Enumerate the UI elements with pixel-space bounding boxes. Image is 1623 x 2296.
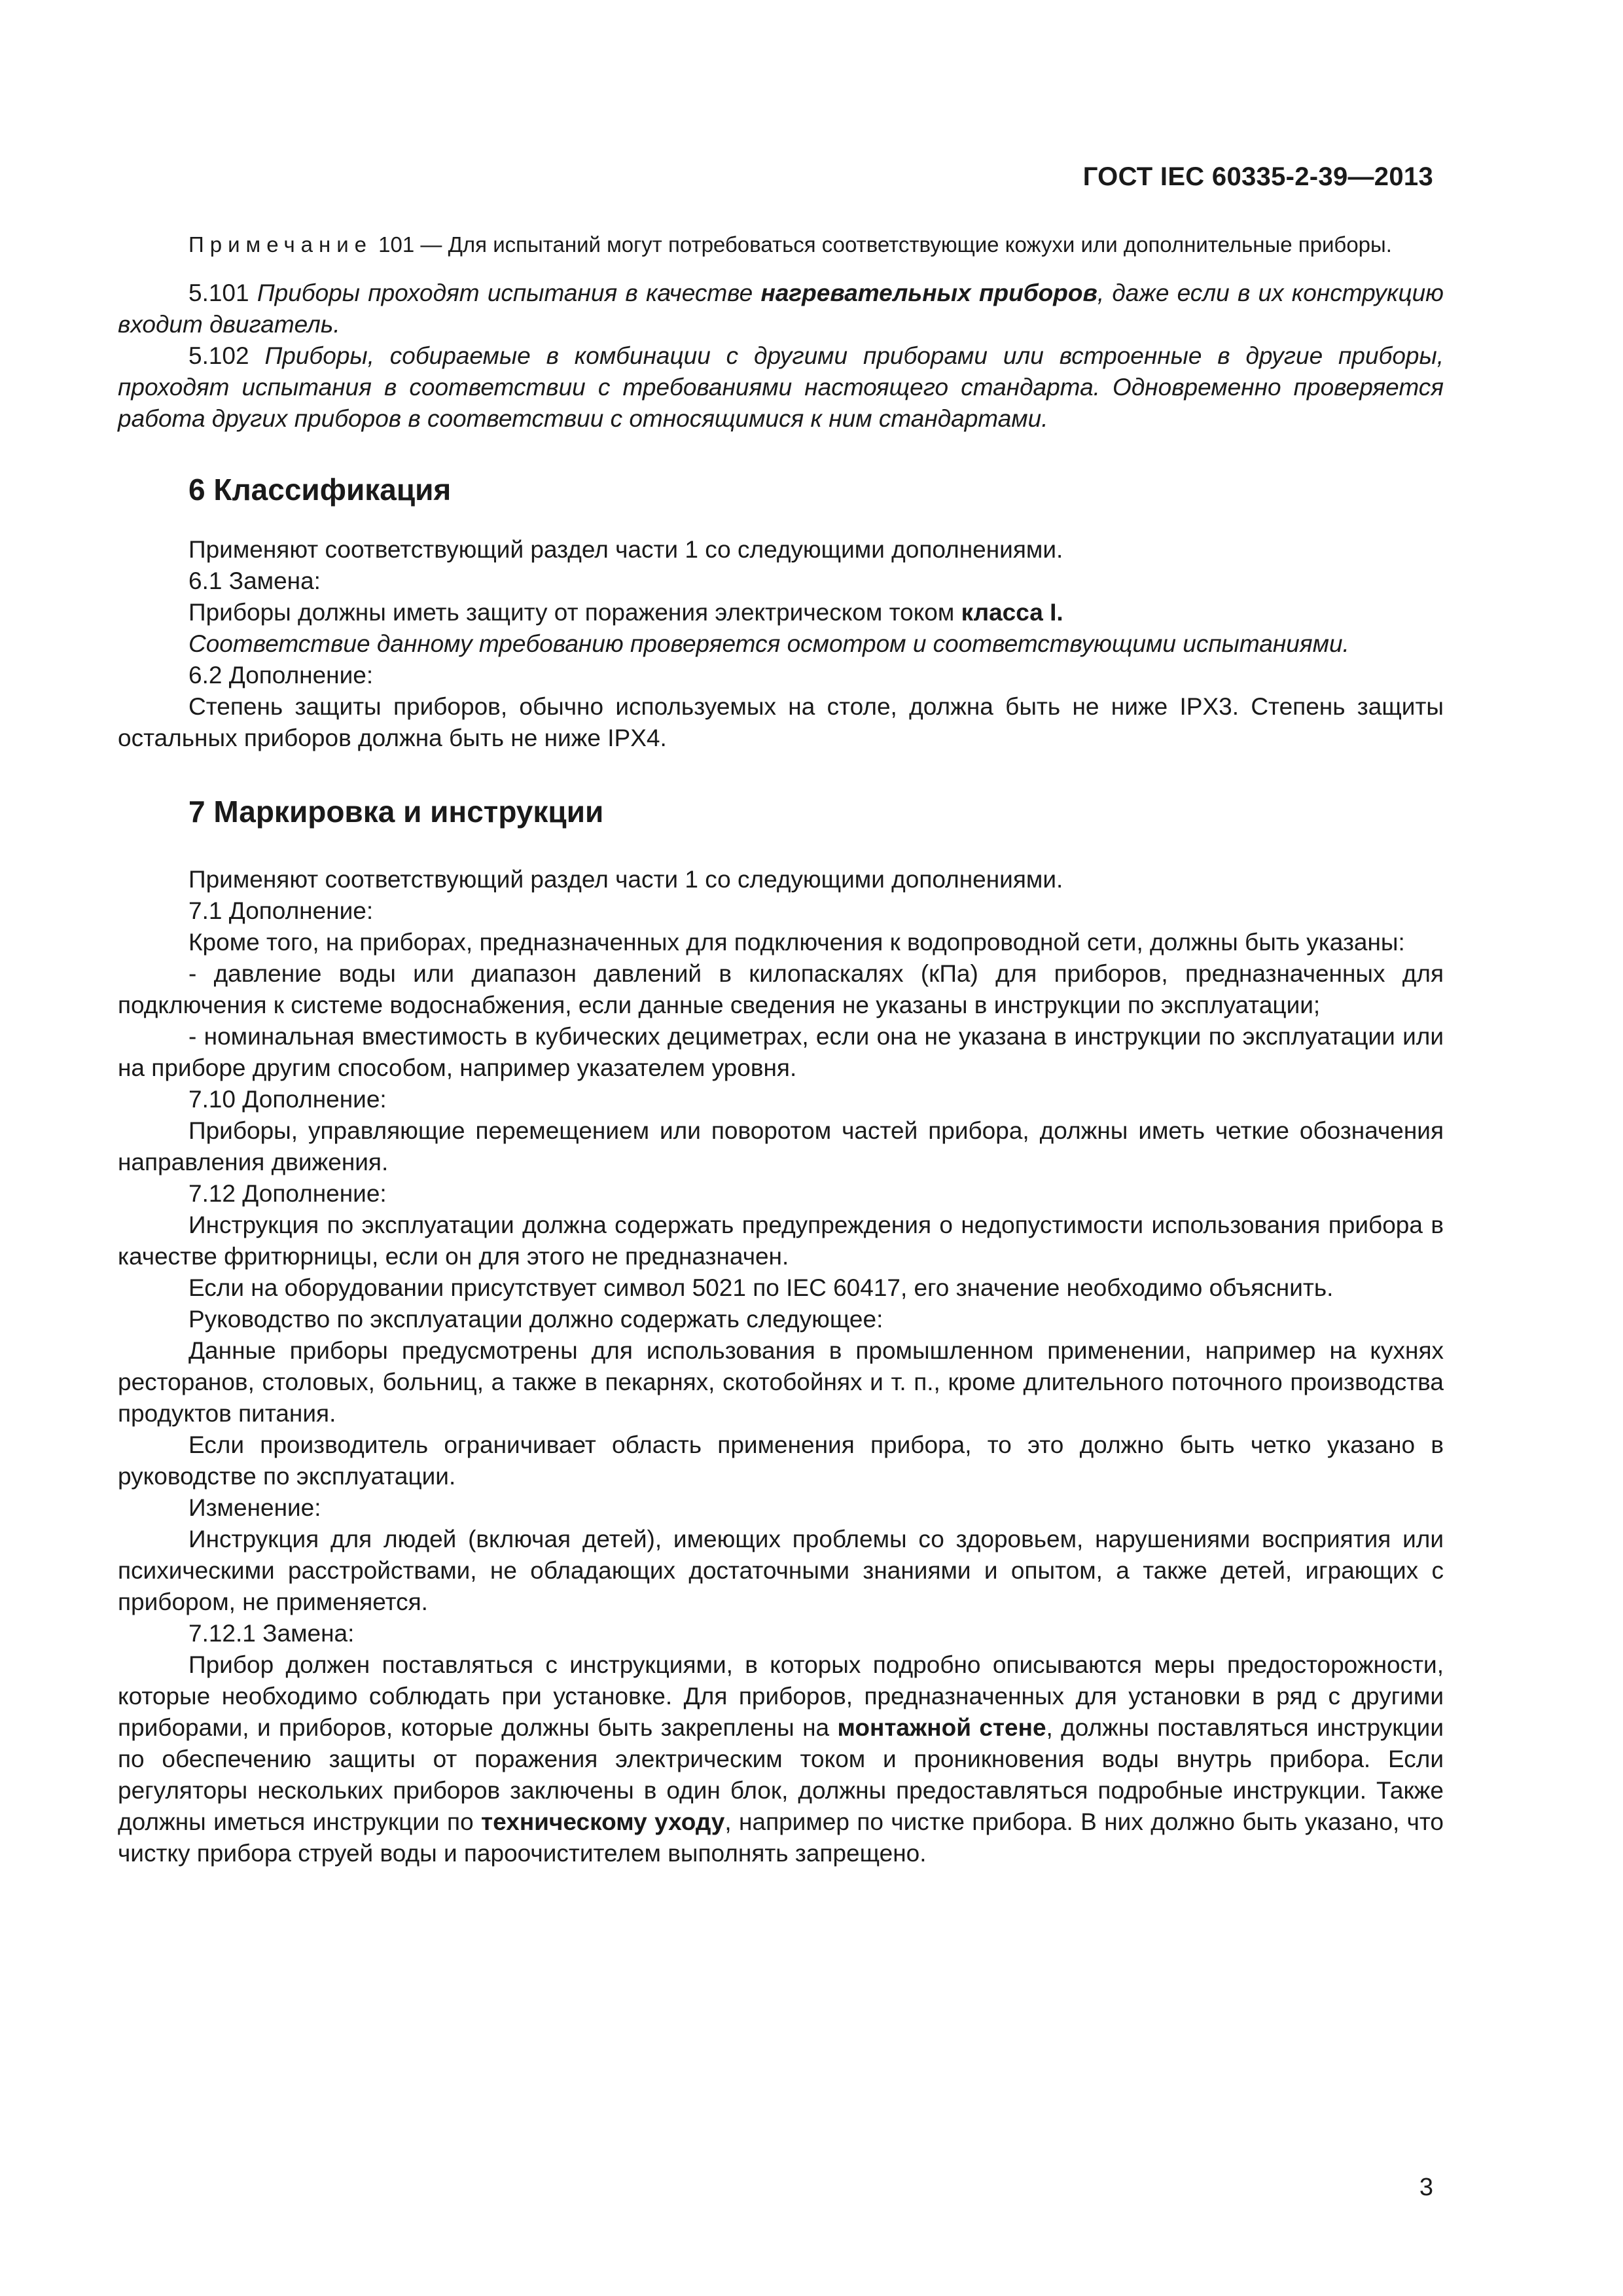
list-item: - давление воды или диапазон давлений в килопаскалях (кПа) для приборов, предназначенных для подключения к системе водоснабжения, если данные сведения не указаны в инструкции по эксплуатации;	[118, 960, 1444, 1018]
note-text: 101 — Для испытаний могут потребоваться соответствующие кожухи или дополнительные приборы.	[372, 232, 1392, 257]
clause-7-1: 7.1 Дополнение:	[188, 897, 374, 924]
page-number: 3	[1419, 2174, 1433, 2201]
ipx-requirement: Степень защиты приборов, обычно используемых на столе, должна быть не ниже IPX3. Степень защиты остальных приборов должна быть не ниже IPX4.	[118, 693, 1444, 751]
text-run: Прибор должен поставляться с инструкциями, в которых подробно описываются меры предосторожности, которые необходимо соблюдать при установке. Для приборов, предназначенных для установки в ряд с другими приборами, и приборов, которые должны быть закреплены на	[118, 1651, 1444, 1741]
bold-term: монтажной стене	[837, 1714, 1046, 1741]
paragraph: Инструкция по эксплуатации должна содержать предупреждения о недопустимости использования прибора в качестве фритюрницы, если он для этого не предназначен.	[118, 1211, 1444, 1270]
paragraph: Если на оборудовании присутствует символ 5021 по IEC 60417, его значение необходимо объяснить.	[188, 1274, 1334, 1301]
list-item: - номинальная вместимость в кубических дециметрах, если она не указана в инструкции по эксплуатации или на приборе другим способом, например указателем уровня.	[118, 1023, 1444, 1081]
clause-6-2: 6.2 Дополнение:	[188, 662, 374, 689]
class-text: Приборы должны иметь защиту от поражения электрическом током	[188, 599, 961, 626]
clause-number: 5.101	[188, 279, 257, 306]
note-101	[118, 230, 1444, 259]
clause-bold-term: нагревательных приборов	[760, 279, 1097, 306]
standard-code-header: ГОСТ IEC 60335-2-39—2013	[1082, 162, 1433, 191]
paragraph: Данные приборы предусмотрены для использования в промышленном применении, например на кухнях ресторанов, столовых, больниц, а также в пекарнях, скотобойнях и т. п., кроме длительного поточного производства продуктов питания.	[118, 1337, 1444, 1427]
paragraph: Инструкция для людей (включая детей), имеющих проблемы со здоровьем, нарушениями восприятия или психическими расстройствами, не обладающих достаточными знаниями и опытом, а также детей, играющих с прибором, не применяется.	[118, 1526, 1444, 1615]
paragraph: Руководство по эксплуатации должно содержать следующее:	[188, 1306, 883, 1333]
paragraph: Если производитель ограничивает область применения прибора, то это должно быть четко указано в руководстве по эксплуатации.	[118, 1431, 1444, 1490]
class-bold: класса I.	[961, 599, 1063, 626]
clause-7-12: 7.12 Дополнение:	[188, 1180, 387, 1207]
clause-5-102	[118, 340, 1444, 435]
paragraph: Приборы, управляющие перемещением или поворотом частей прибора, должны иметь четкие обозначения направления движения.	[118, 1117, 1444, 1175]
class-requirement	[118, 597, 1444, 628]
clause-text: , даже если в их конструкцию входит двигатель.	[118, 279, 1444, 338]
clause-5-101	[118, 278, 1444, 340]
clause-6-1: 6.1 Замена:	[188, 567, 321, 594]
clause-7-10: 7.10 Дополнение:	[188, 1086, 387, 1113]
clause-number: 5.102	[188, 342, 265, 369]
section-6-heading: 6 Классификация	[188, 473, 452, 507]
section-7-heading: 7 Маркировка и инструкции	[188, 795, 604, 829]
section-7-intro: Применяют соответствующий раздел части 1 со следующими дополнениями.	[188, 866, 1063, 893]
clause-7-12-1: 7.12.1 Замена:	[188, 1620, 355, 1647]
clause-text: Приборы проходят испытания в качестве	[257, 279, 761, 306]
clause-text: Приборы, собираемые в комбинации с другими приборами или встроенные в другие приборы, проходят испытания в соответствии с требованиями настоящего стандарта. Одновременно проверяется работа других приборов в соответствии с относящимися к ним стандартами.	[118, 342, 1444, 432]
note-label: Примечание	[188, 232, 373, 257]
text-run: , например по чистке прибора. В них должно быть указано, что чистку прибора струей воды и пароочистителем выполнять запрещено.	[118, 1808, 1444, 1867]
final-paragraph	[118, 1649, 1444, 1869]
text-run: , должны поставляться инструкции по обеспечению защиты от поражения электрическим током и проникновения воды внутрь прибора. Если регуляторы нескольких приборов заключены в один блок, должны предоставляться подробные инструкции. Также должны иметься инструкции по	[118, 1714, 1444, 1835]
change-label: Изменение:	[188, 1494, 321, 1521]
compliance-check: Соответствие данному требованию проверяется осмотром и соответствующими испытаниями.	[188, 630, 1349, 657]
section-6-intro: Применяют соответствующий раздел части 1 со следующими дополнениями.	[188, 536, 1063, 563]
page-body	[118, 230, 1444, 1869]
bold-term: техническому уходу	[481, 1808, 725, 1835]
paragraph: Кроме того, на приборах, предназначенных для подключения к водопроводной сети, должны быть указаны:	[188, 929, 1405, 956]
